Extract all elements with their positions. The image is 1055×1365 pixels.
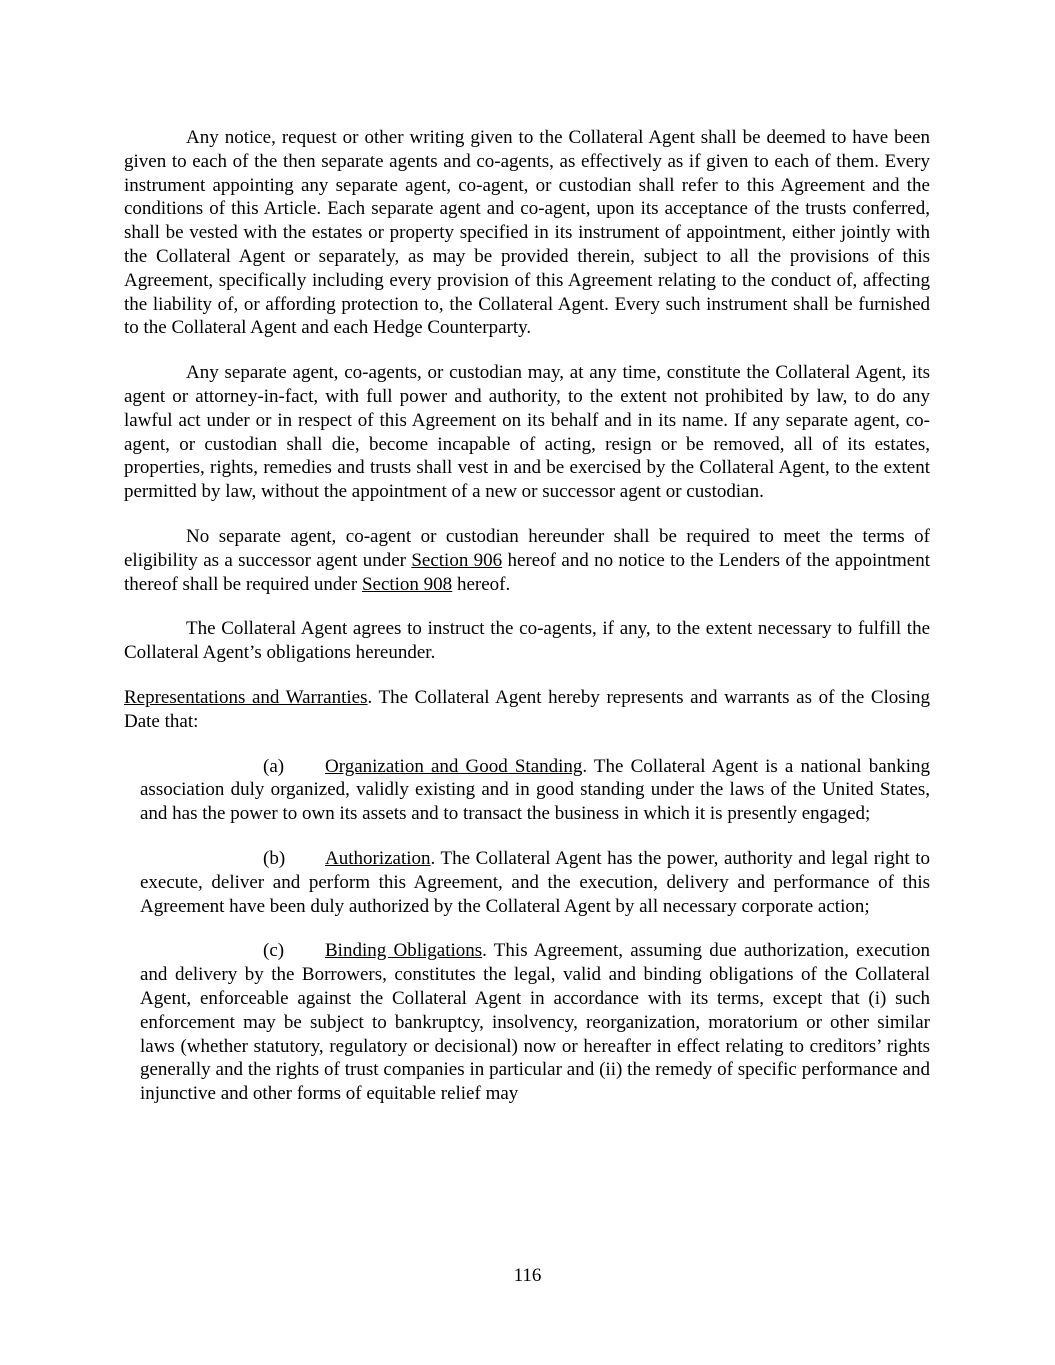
paragraph-representations — [124, 686, 930, 734]
subsection-c-text: . This Agreement, assuming due authorization, execution and delivery by the Borrowers, constitutes the legal, valid and binding obligations of the Collateral Agent, enforceable against the Collateral Agent in accordance with its terms, except that (i) such enforcement may be subject to bankruptcy, insolvency, reorganization, moratorium or other similar laws (whether statutory, regulatory or decisional) now or hereafter in effect relating to creditors’ rights generally and the rights of trust companies in particular and (ii) the remedy of specific performance and injunctive and other forms of equitable relief may — [140, 940, 930, 1105]
page-number: 116 — [513, 1265, 542, 1286]
subsection-c-label: (c) — [263, 940, 285, 962]
section-906-reference: Section 906 — [411, 549, 503, 571]
subsection-b-label: (b) — [263, 847, 286, 869]
paragraph-notice-to-agents: Any notice, request or other writing given to the Collateral Agent shall be deemed to have been given to each of the then separate agents and co-agents, as effectively as if given to each of them. Every instrument appointing any separate agent, co-agent, or custodian shall refer to this Agreement and the conditions of this Article. Each separate agent and co-agent, upon its acceptance of the trusts conferred, shall be vested with the estates or property specified in its instrument of appointment, either jointly with the Collateral Agent or separately, as may be provided therein, subject to all the provisions of this Agreement, specifically including every provision of this Agreement relating to the conduct of, affecting the liability of, or affording protection to, the Collateral Agent. Every such instrument shall be furnished to the Collateral Agent and each Hedge Counterparty. — [124, 127, 930, 339]
representations-heading: Representations and Warranties — [124, 686, 368, 708]
section-908-reference: Section 908 — [361, 573, 453, 595]
subsection-a — [140, 755, 930, 826]
subsection-a-label: (a) — [263, 755, 285, 777]
subsection-a-heading: Organization and Good Standing — [325, 755, 583, 777]
eligibility-text-2: hereof and no notice to the Lenders of the appointment thereof shall be required under — [124, 549, 931, 595]
eligibility-text-3: hereof. — [452, 573, 511, 595]
subsection-b-text: . The Collateral Agent has the power, authority and legal right to execute, deliver and perform this Agreement, and the execution, delivery and performance of this Agreement have been duly authorized by the Collateral Agent by all necessary corporate action; — [140, 847, 930, 917]
subsection-c-heading: Binding Obligations — [325, 940, 483, 962]
subsection-b — [140, 847, 930, 918]
subsection-b-heading: Authorization — [325, 847, 431, 869]
document-body — [124, 126, 930, 1127]
representations-text: . The Collateral Agent hereby represents and warrants as of the Closing Date that: — [124, 686, 930, 732]
paragraph-eligibility — [124, 525, 930, 596]
paragraph-separate-agent-powers: Any separate agent, co-agents, or custodian may, at any time, constitute the Collateral Agent, its agent or attorney-in-fact, with full power and authority, to the extent not prohibited by law, to do any lawful act under or in respect of this Agreement on its behalf and in its name. If any separate agent, co-agent, or custodian shall die, become incapable of acting, resign or be removed, all of its estates, properties, rights, remedies and trusts shall vest in and be exercised by the Collateral Agent, to the extent permitted by law, without the appointment of a new or successor agent or custodian. — [124, 362, 930, 503]
eligibility-text-1: No separate agent, co-agent or custodian hereunder shall be required to meet the terms of eligibility as a successor agent under — [124, 525, 930, 571]
subsection-c — [140, 939, 930, 1106]
subsection-a-text: . The Collateral Agent is a national banking association duly organized, validly existing and in good standing under the laws of the United States, and has the power to own its assets and to transact the business in which it is presently engaged; — [140, 755, 930, 825]
paragraph-co-agent-instructions: The Collateral Agent agrees to instruct the co-agents, if any, to the extent necessary to fulfill the Collateral Agent’s obligations hereunder. — [124, 618, 930, 664]
